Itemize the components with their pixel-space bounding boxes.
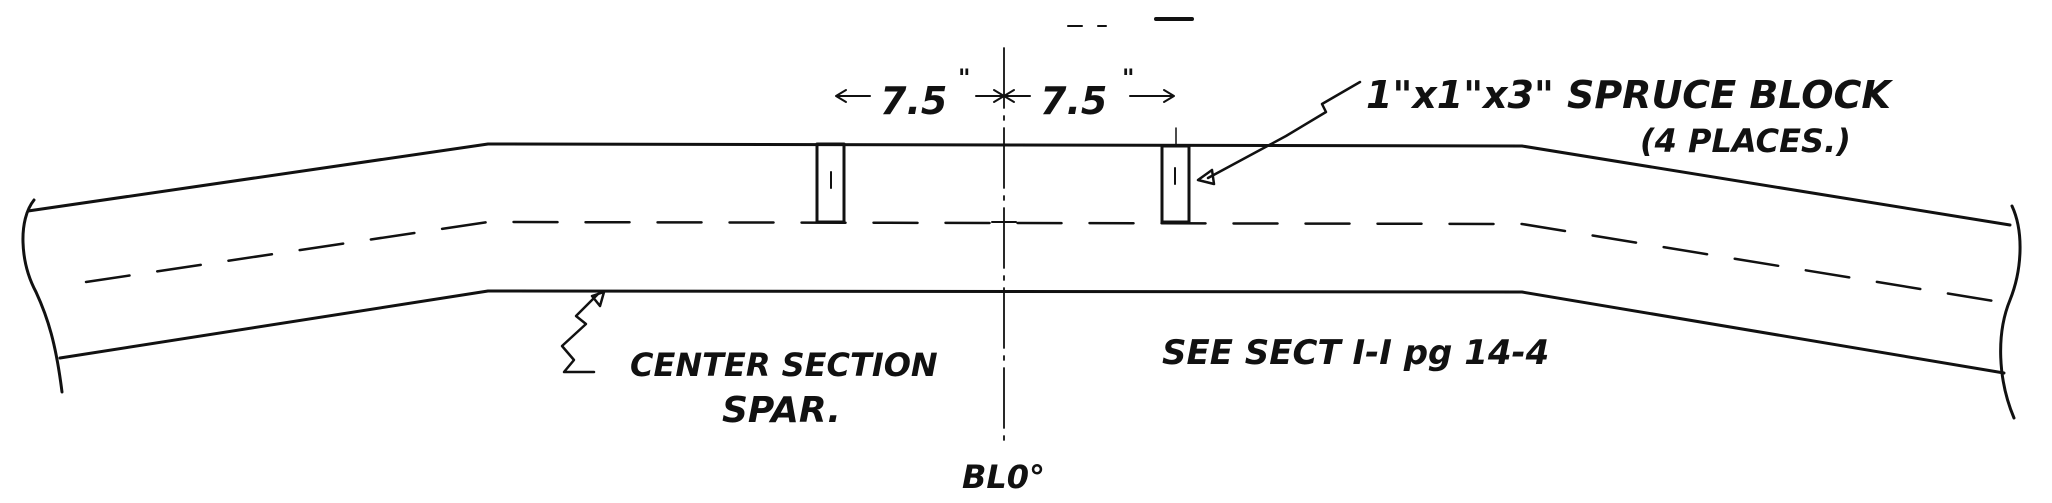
butt-line-label: BL0° (962, 458, 1046, 496)
block-leader-line (1208, 82, 1360, 178)
spruce-block-label: 1"x1"x3" SPRUCE BLOCK (1366, 73, 1891, 117)
dimension-right-label: 7.5 (1040, 79, 1108, 123)
spar-leader-line (562, 294, 598, 372)
dimension-left-label: 7.5 (880, 79, 948, 123)
spar-label: SPAR. (722, 390, 841, 431)
spruce-block-quantity: (4 PLACES.) (1640, 122, 1851, 160)
spruce-block-right (1162, 128, 1189, 222)
spar-leader-arrow (592, 292, 604, 306)
spruce-block-left (817, 144, 844, 222)
spar-bottom-edge (60, 291, 2004, 373)
dimension-left-inch-mark: " (958, 64, 971, 92)
spar-dashed-centerline (86, 222, 2000, 302)
right-break-line (2001, 206, 2020, 418)
dimension-right-inch-mark: " (1122, 64, 1135, 92)
center-section-label: CENTER SECTION (630, 346, 938, 384)
left-break-line (23, 200, 62, 392)
stray-marks (1068, 19, 1192, 26)
section-reference: SEE SECT I-I pg 14-4 (1162, 333, 1550, 373)
